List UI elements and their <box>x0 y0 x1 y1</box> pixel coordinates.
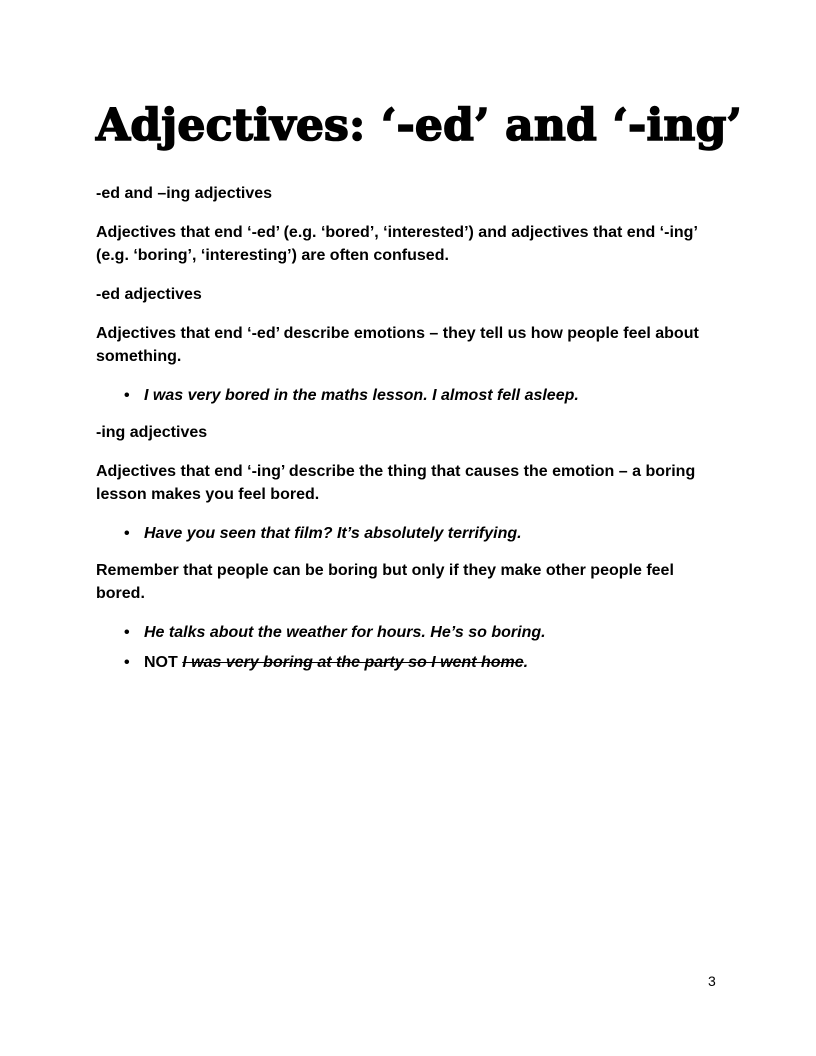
boring-examples-list <box>96 621 722 674</box>
example-sentence: Have you seen that film? It’s absolutely terrifying. <box>144 525 522 542</box>
not-label: NOT <box>144 654 178 671</box>
document-page <box>96 100 743 688</box>
ing-examples-list <box>96 522 722 545</box>
section-heading-ing: -ing adjectives <box>96 424 208 441</box>
list-item <box>96 621 722 644</box>
list-item <box>96 522 722 545</box>
page-number: 3 <box>708 973 716 989</box>
counter-example-item <box>96 651 722 674</box>
bullet-icon: • <box>124 624 130 641</box>
list-item <box>96 384 722 407</box>
section-heading-ed: -ed adjectives <box>96 286 202 303</box>
example-sentence: I was very bored in the maths lesson. I almost fell asleep. <box>144 387 579 404</box>
sentence-end-punctuation: . <box>523 654 529 671</box>
example-sentence: He talks about the weather for hours. He’s so boring. <box>144 624 546 641</box>
ing-adjectives-paragraph: Adjectives that end ‘-ing’ describe the thing that causes the emotion – a boring lesson makes you feel bored. <box>96 463 696 503</box>
ed-examples-list <box>96 384 722 407</box>
intro-paragraph: Adjectives that end ‘-ed’ (e.g. ‘bored’, ‘interested’) and adjectives that end ‘-ing’ (e.g. ‘boring’, ‘interesting’) are often confused. <box>96 224 698 264</box>
remember-paragraph: Remember that people can be boring but only if they make other people feel bored. <box>96 562 674 602</box>
bullet-icon: • <box>124 525 130 542</box>
bullet-icon: • <box>124 654 130 671</box>
struck-example-sentence: I was very boring at the party so I went home <box>182 654 524 671</box>
ed-adjectives-paragraph: Adjectives that end ‘-ed’ describe emotions – they tell us how people feel about something. <box>96 325 699 365</box>
bullet-icon: • <box>124 387 130 404</box>
document-title: Adjectives: ‘-ed’ and ‘-ing’ <box>96 100 743 151</box>
section-heading-ed-and-ing: -ed and –ing adjectives <box>96 185 273 202</box>
